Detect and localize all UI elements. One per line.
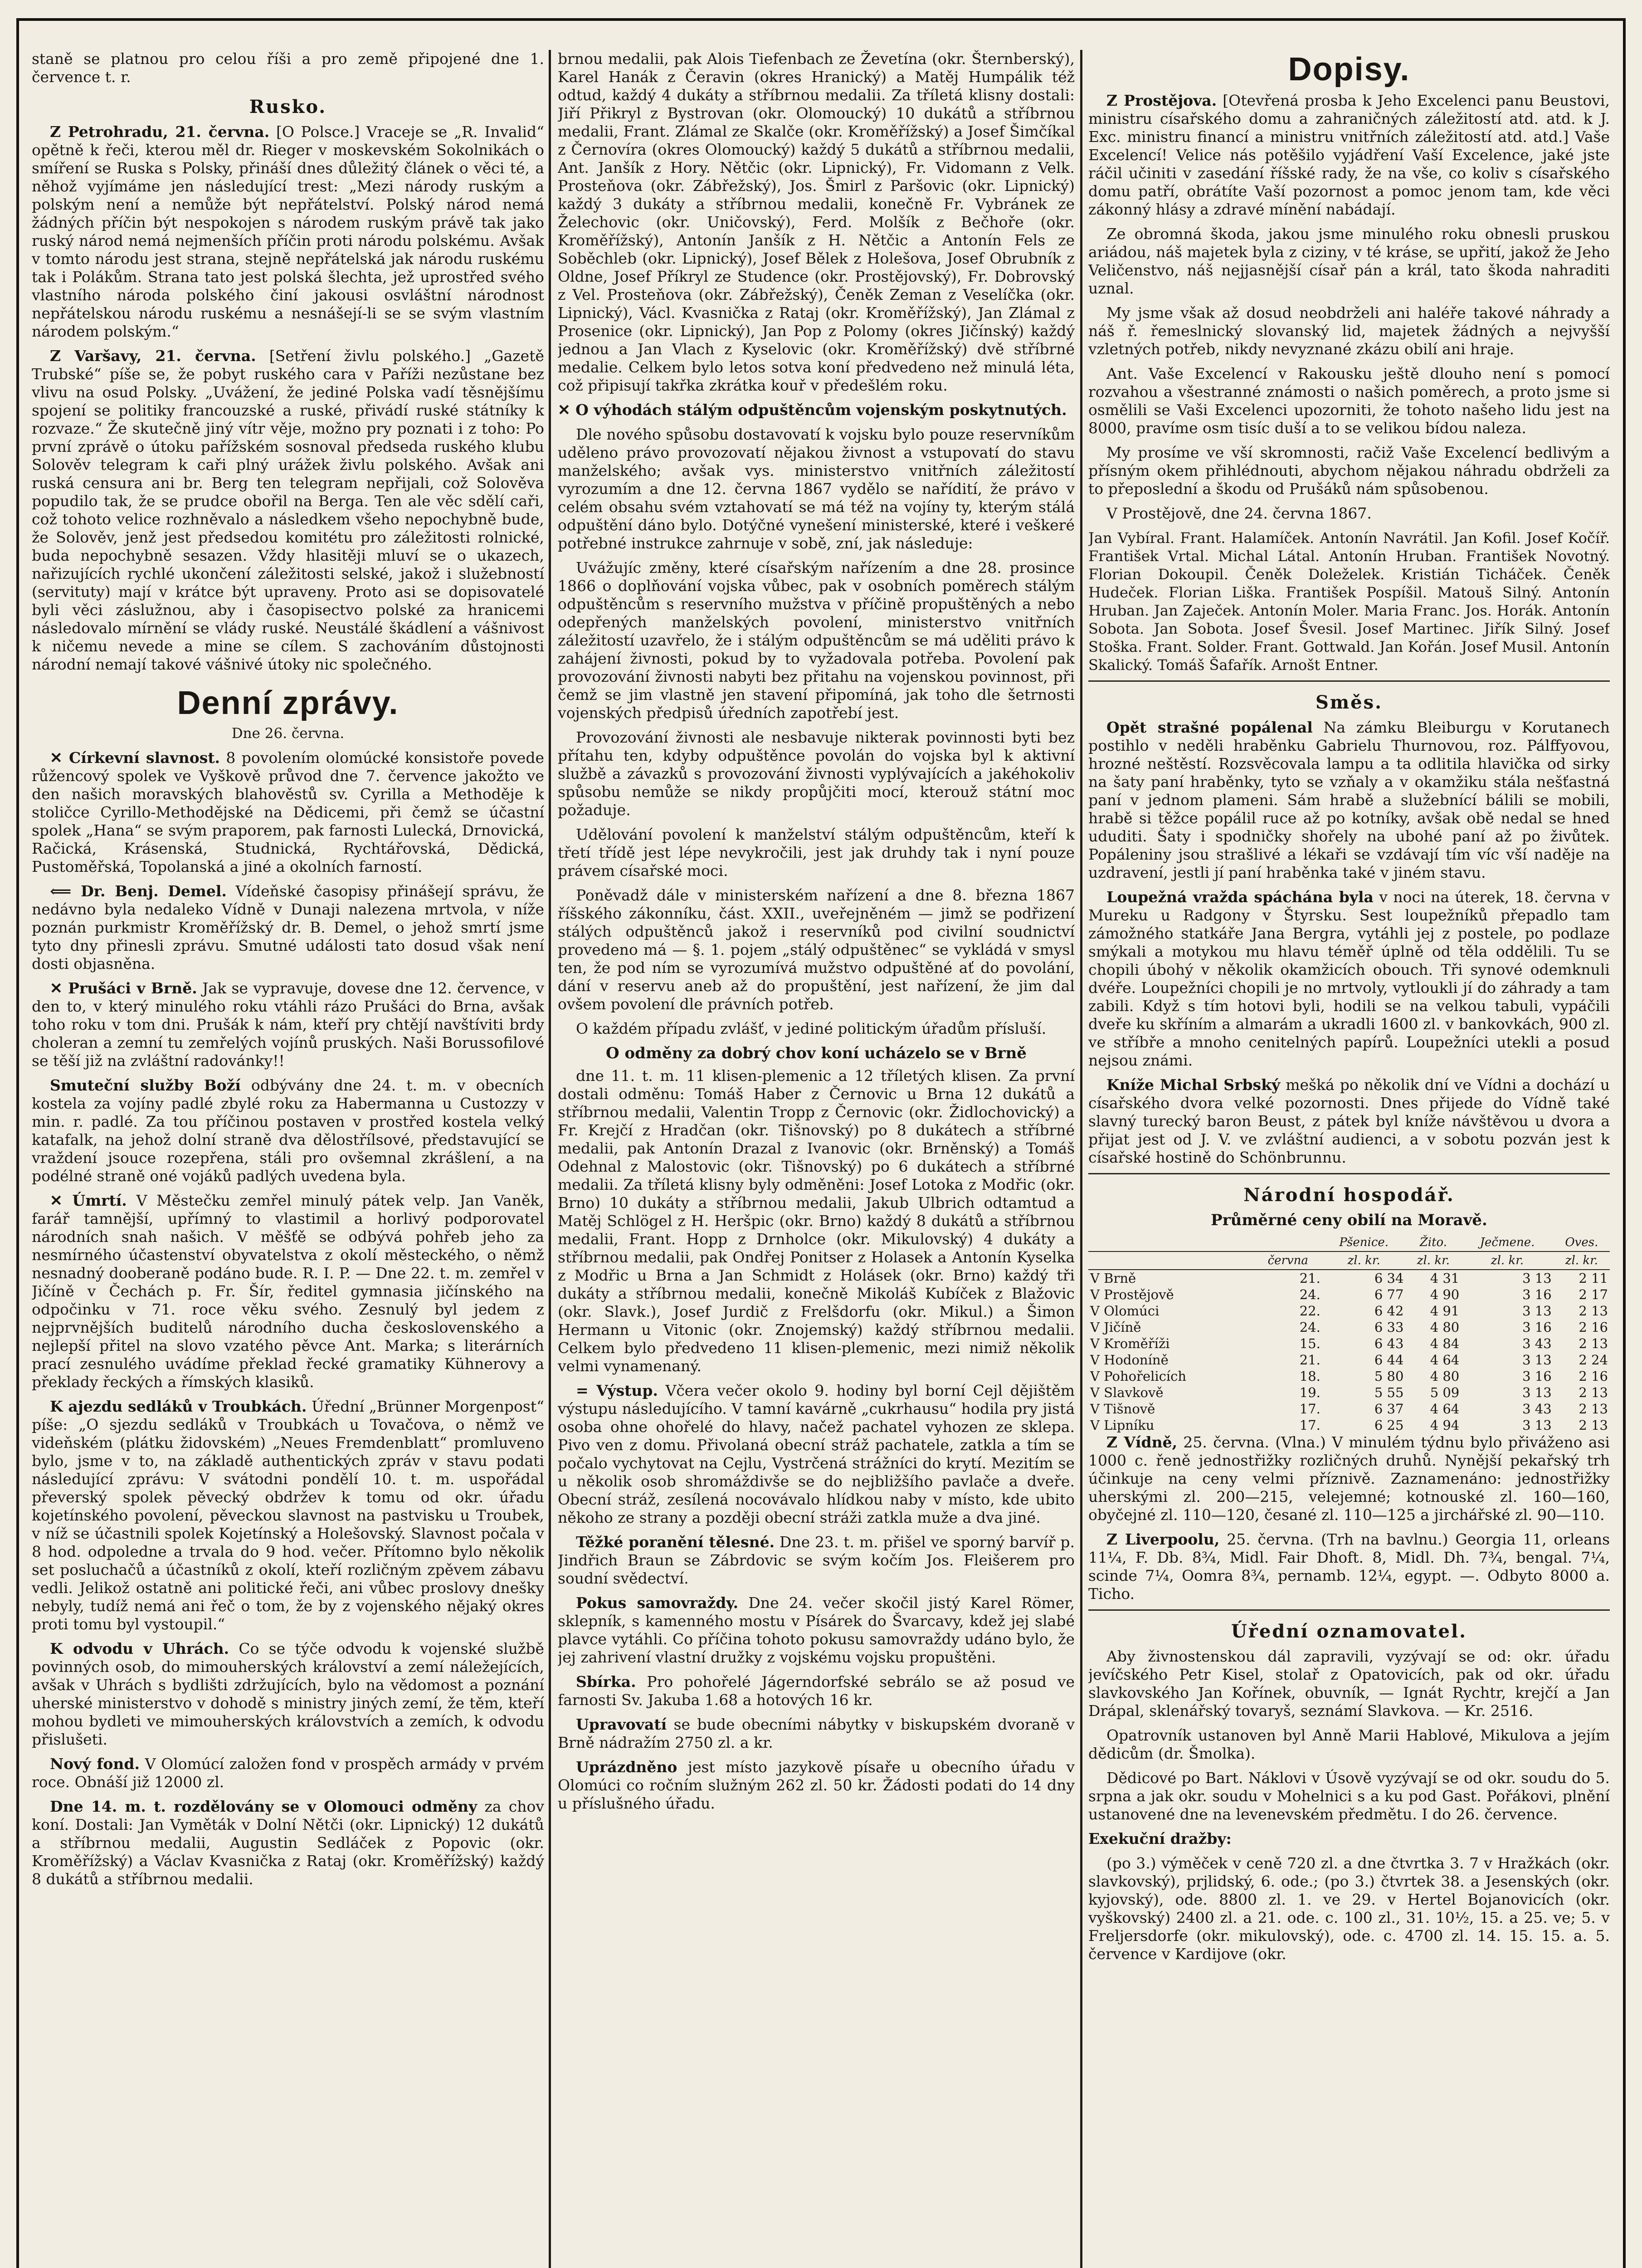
notice: Aby živnostenskou dál zapravili, vyzývají se od: okr. úřadu jevíčského Petr Kisel, stolař z Opatovicích, pak od okr. úřadu slavkovského Jan Kořínek, obuvník, — Ignát Rychtr, krejčí a Jan Drápal, sklenářský tovaryš, seznámí Slavkova. — Kr. 2516. [1088,1647,1610,1720]
article-paragraph: Provozování živnosti ale nesbavuje nikterak povinnosti byti bez přítahu ten, kdyby odpuštěnce povolán do vojska byl k aktivní službě a závazků s provozování živnosti vyplývajících a jakéhokoliv spůsobu nemůže se nikdy propůjčiti mocí, kterouž státní moc požaduje. [558,728,1075,819]
notice: (po 3.) výměček v ceně 720 zl. a dne čtvrtka 3. 7 v Hražkách (okr. slavkovský), prjlidský, 6. ode.; (po 3.) čtvrtek 38. a Jesenských (okr. kyjovský), ode. 8800 zl. 1. ve 29. v Hertel Bojanovicích (okr. vyškovský) 2400 zl. a 21. ode. c. 100 zl., 31. 10½, 15. a 25. ve; 5. v Freljersdorfe (okr. mikulovský), ode. c. 4700 zl. 14. 15. 15. a. 5. července v Kardijove (okr. [1088,1854,1610,1963]
divider [1088,680,1610,682]
table-cell: 2 13 [1579,1303,1608,1319]
table-cell: V Olomúci [1090,1303,1160,1319]
table-cell: 6 25 [1374,1418,1404,1433]
table-cell: 4 90 [1430,1287,1460,1302]
article-heading: ✕ O výhodách stálým odpuštěncům vojenským poskytnutých. [558,401,1067,419]
table-cell: 5 09 [1430,1385,1460,1400]
column-divider [549,50,551,2268]
table-row [1088,1352,1610,1368]
table-row [1088,1384,1610,1401]
table-cell: 21. [1299,1352,1320,1368]
table-cell: 2 16 [1579,1320,1608,1335]
grain-price-table [1088,1234,1610,1433]
section-title-news: Denní zprávy. [177,685,399,721]
letter-paragraph: My jsme však až dosud neobdrželi ani haléře takové náhrady a náš ř. řemeslnický slovanský lid, majetek žádných a nejvyšší vzletných potřeb, nikdy nevyznané zkázu obilí ani hraje. [1088,304,1610,358]
article-paragraph: Udělování povolení k manželství stálým odpuštěncům, kteří k třetí třídě jest lépe nevykročili, jest jak druhdy tak i nyní pouze právem císařské moci. [558,826,1075,880]
table-row [1088,1270,1610,1286]
dateline: Z Varšavy, 21. června. [50,347,256,365]
news-item: Dne 14. m. t. rozdělovány se v Olomouci odměny za chov koní. Dostali: Jan Vyměták v Dolní Nětči (okr. Lipnický) 12 dukátů a stříbrnou medalii, Augustin Sedláček z Popovic (okr. Kroměřížský) a Václav Kvasnička z Rataj (okr. Kroměřížský) každý 8 dukátů a stříbrnou medalii. [32,1798,544,1888]
table-cell: 4 31 [1430,1271,1460,1286]
table-header-row: Pšenice. Žito. Ječmene. Oves. [1088,1234,1610,1251]
table-row [1088,1286,1610,1303]
table-cell: 3 16 [1522,1287,1552,1302]
news-item: Těžké poranění tělesné. Dne 23. t. m. přišel ve sporný barvíř p. Jindřich Braun se Zábrdovic se svým kočím Jos. Fleišerem pro soudní svědectví. [558,1533,1075,1587]
divider [1088,1609,1610,1611]
table-cell: 4 80 [1430,1369,1460,1384]
section-heading-russia: Rusko. [249,96,327,117]
article-body: [O Polsce.] Vraceje se „R. Invalid“ opětně k řeči, kterou měl dr. Rieger v moskevském Sokolnikách o smíření se Ruska s Polsky, přináší dnes důležitý článek o věci té, a něhož vyjímáme jen následující trest: „Mezi národy ruským a polským není a nemůže být nepřátelství. Polský národ nemá žádných příčin být nespokojen s národem ruským právě tak jako ruský národ nemá nejmenších příčin proti národu polskému. Avšak v tomto národu jest strana, stejně nepřátelská jak národu ruskému tak i Polákům. Strana tato jest polská šlechta, jež uprostřed svého vlastního národa polského činí jakousi osvláštní národnost nepřátelskou národu ruskému a nesnášejí-li se se svým vlastním národem polským.“ [32,123,544,340]
table-cell: V Brně [1090,1271,1136,1286]
letter-signers: Jan Vybíral. Frant. Halamíček. Antonín Navrátil. Jan Kofil. Josef Kočíř. František Vrtal. Michal Látal. Antonín Hruban. František Novotný. Florian Dokoupil. Čeněk Doleželek. Kristián Ticháček. Čeněk Hudeček. Florian Liška. František Pospíšil. Matouš Silný. Antonín Hruban. Jan Zaječek. Antonín Moler. Maria Franc. Jos. Horák. Antonín Sobota. Jan Sobota. Josef Švesil. Josef Martinec. Jiřík Silný. Josef Stoška. Frant. Solder. Frant. Gottwald. Jan Kořán. Josef Musil. Antonín Skalický. Tomáš Šafařík. Arnošt Entner. [1088,529,1610,674]
news-item: ⟸ Dr. Benj. Demel. Vídeňské časopisy přinášejí správu, že nedávno byla nedaleko Vídně v Dunaji nalezena mrtvola, v níže poznán purkmistr Kroměřížský dr. B. Demel, o jehož smrtí jsme tyto dny přinesli zprávu. Smutné události tato dosud však není dosti objasněna. [32,882,544,973]
article-body: [Setření živlu polského.] „Gazetě Trubské“ píše se, že pobyt ruského cara v Paříži nezůstane bez vlivu na osud Polsky. „Uvážení, že jediné Polska vadí těsnějšímu spojení se politiky francouzské a ruské, přivádí ruské státníky k rozvaze.“ Že skutečně jiný vítr věje, možno pry poznati i z toho: Po první zprávě o útoku pařížském sosnoval předseda ruského klubu Solověv telegram k caři plný urážek živlu polského. Avšak ani ruská censura ani br. Berg ten telegram nepřijali, což Solověva popudilo tak, že se prudce obořil na Berga. Ten ale věc sdělí caři, což tohoto velice rozhněvalo a následkem všeho nepochybně bude, že Solověv, jenž jest předsedou komitétu pro záležitosti rolnické, buda nepochybně sesazen. Vždy hlasitěji mluví se o ukazech, nařizujících rychlé ukončení záležitosti selské, jakož i služebností (servituty) mají v krátce být upraveny. Proto asi se dopisovatelé byli věci záslužnou, aby i časopisectvo polské za hranicemi následovalo mírnění se vlády ruské. Neustálé škádlení a vášnivost k ničemu nevede a mine se cílem. S zachováním důstojnosti národní nemají takové vášnivé útoky nic společného. [32,347,544,673]
table-cell: 2 16 [1579,1369,1608,1384]
letter-paragraph: Ze obromná škoda, jakou jsme minulého roku obnesli pruskou ariádou, náš majetek byla z ciziny, v té kráse, se upřití, jakož že Jeho Veličenstvo, náš nejjasnější císař pán a král, tato škoda nahraditi uznal. [1088,225,1610,297]
article-paragraph: Uvážujíc změny, které císařským nařízením a dne 28. prosince 1866 o doplňování vojska vůbec, pak v osobních poměrech stálým odpuštěncům s reservního mužstva v příčině propuštěných a nebo odepřených manželských povolení, ministerstvo vnitřních záležitostí uzavřelo, že i stálým odpuštěncům se má uděliti právo k zahájení živnosti, pokud by to vyžadovala potřeba. Povolení pak provozování živnosti nabyti bez přitahu na vojenskou povinnost, při čemž se jim vlastně jen stavení připomíná, jak toho dle šetrnosti vojenských předpisů úředních zapotřebí jest. [558,559,1075,722]
table-cell: 3 43 [1522,1336,1552,1351]
news-item: Uprázdněno jest místo jazykově písaře u obecního úřadu v Olomúci co ročním služným 262 zl. 50 kr. Žádosti podati do 14 dny u příslušného úřadu. [558,1758,1075,1812]
section-heading-official: Úřední oznamovatel. [1231,1621,1467,1642]
table-cell: 2 13 [1579,1336,1608,1351]
table-cell: 2 11 [1579,1271,1608,1286]
table-cell: 3 16 [1522,1320,1552,1335]
column-1 [32,50,544,2268]
table-row [1088,1303,1610,1319]
news-item: ✕ Úmrtí. V Městečku zemřel minulý pátek velp. Jan Vaněk, farář tamnější, upřímný to vlastimil a horlivý podporovatel národních snah našich. V měšťě se odbývá pohřeb jeho za nesmírného účastenství obyvatelstva z okolí městeckého, o němž nesnadný dooberaně podáno bude. R. I. P. — Dne 22. t. m. zemřel v Jičíně v Čechách p. Fr. Šír, ředitel gymnasia jičínského na odpočinku v 71. roce věku svého. Zesnulý byl jedem z nejprvnějších buditelů národního ducha československého a nejlepší přitel na slovo vzatého pěvce Ant. Marka; s literárních prací zesnulého uvádíme překlad řecké gramatiky Kühnerovy a překlady řeckých a římských klasiků. [32,1192,544,1391]
table-cell: 4 84 [1430,1336,1460,1351]
letter-paragraph: My prosíme ve vší skromnosti, račiž Vaše Excelencí bedlivým a přísným okem přihlédnouti, abychom nějakou náhradu obdrželi za to přeposlední a škodu od Prušáků nám spůsobenou. [1088,444,1610,498]
table-row [1088,1368,1610,1384]
article-continued: brnou medalii, pak Alois Tiefenbach ze Ževetína (okr. Šternberský), Karel Hanák z Čeravin (okres Hranický) a Matěj Humpálik též odtud, každý 4 dukáty a stříbrnou medalii. Za tříletá klisny dostali: Jiří Přikryl z Bystrovan (okr. Olomoucký) 10 dukátů a stříbrnou medalii, Frant. Zlámal ze Skalče (okr. Kroměřížský) a Josef Šimčíkal z Černovíra (okres Olomoucký) každý 5 dukátů a stříbrnou medalii, Ant. Janšík z Hory. Nětčic (okr. Lipnický), Fr. Vidomann z Velk. Prosteňova (okr. Zábřežský), Jos. Šmirl z Paršovic (okr. Lipnický) každý 3 dukáty a stříbrnou medalii, konečně Fr. Vybránek ze Želechovic (okr. Uničovský), Ferd. Molšík z Bečhoře (okr. Kroměřížský), Antonín Janšík z H. Nětčic a Antonín Fels ze Soběchleb (okr. Lipnický), Josef Bělek z Holešova, Josef Obrubník z Oldne, Josef Příkryl ze Studence (okr. Prostějovský), Fr. Dobrovský z Vel. Prosteňova (okr. Zábřežský), Čeněk Zeman z Veselíčka (okr. Lipnický), Václ. Kvasnička z Rataj (okr. Kroměřížský), Jan Zlámal z Prosenice (okr. Lipnický), Jan Pop z Polomy (okres Jičínský) každý jednou a Jan Vlach z Kyselovic (okr. Kroměřížský) dvě stříbrné medalie. Celkem bylo letos sotva koní předvedeno než minulá léta, což připisují takřka zkrátka kouř v předešlém roku. [558,50,1075,394]
table-cell: 5 80 [1374,1369,1404,1384]
dateline: Z Petrohradu, 21. června. [50,123,270,141]
column-divider [1080,50,1082,2268]
news-item: ✕ Církevní slavnost. 8 povolením olomúcké konsistoře povede růžencový spolek ve Vyškově průvod dne 7. července jakožto ve den našich moravských blahověstů sv. Cyrilla a Methoděje k stoličce Cyrillo-Methodějské na Dědicemi, při čemž se účastní spolek „Hana“ se svým praporem, pak farnosti Lulecká, Drnovická, Račická, Krásenská, Studnická, Rychtářovská, Dědická, Pustoměřská, Topolanská a jiné a okolních farností. [32,749,544,875]
table-cell: V Hodoníně [1090,1352,1169,1368]
section-title-letters: Dopisy. [1288,51,1410,88]
article-paragraph: Poněvadž dále v ministerském nařízení a dne 8. března 1867 říšského zákonníku, část. XXII., uveřejněném — jimž se podřizení stálých odpuštěnců jakož i reservníků pod civilní soudnictví provedeno má — §. 1. pojem „stálý odpuštěnec“ se vykládá v smysl ten, že pod ním se vyrozumívá mužstvo odpuštěné ať do povolání, dání v reservu aneb až do propuštění, jest nařízení, že jim dal ovšem povolení dle právních potřeb. [558,886,1075,1013]
notice: Dědicové po Bart. Náklovi v Úsově vyzývají se od okr. soudu do 5. srpna a jak okr. soudu v Mohelnici s a ku pod Gast. Pořákovi, plnění ustanovené dne na levenevském předmětu. I do 26. července. [1088,1769,1610,1823]
table-cell: 15. [1299,1336,1320,1351]
article-heading: O odměny za dobrý chov koní ucházelo se v Brně [606,1044,1027,1062]
table-cell: 2 13 [1579,1385,1608,1400]
table-cell: 17. [1299,1401,1320,1417]
table-cell: V Tišnově [1090,1401,1155,1417]
table-cell: 4 64 [1430,1352,1460,1368]
table-cell: 6 34 [1374,1271,1404,1286]
table-row [1088,1335,1610,1352]
column-3 [1088,50,1610,2268]
article-paragraph: Dle nového spůsobu dostavovatí k vojsku bylo pouze reservníkům uděleno právo provozovatí nějakou živnost a vstupovatí do stavu manželského; avšak vys. ministerstvo vnitřních záležitostí vyrozumím a dne 12. června 1867 vydělo se nařídití, že právo v celém obsahu svém vztahovatí se má též na vojíny ty, kterým stálá odpuštění dáno bylo. Dotýčné vynešení ministerské, které i veškeré potřebné instrukce zahrnuje v sobě, zní, jak následuje: [558,425,1075,552]
table-cell: 4 91 [1430,1303,1460,1319]
letter-paragraph: Ant. Vaše Excelencí v Rakousku ještě dlouho není s pomocí rozvahou a všestranné známosti o našich poměrech, a proto jsme si osmělili se Vaši Excelenci upozorniti, že tohoto našeho lidu jest na 8000, pravíme osm tisíc duší a to se velikou bídou naleza. [1088,365,1610,437]
news-item: Opět strašné popálenal Na zámku Bleiburgu v Korutanech postihlo v neděli hraběnku Gabrielu Thurnovou, roz. Pálffyovou, hrozné neštěstí. Rozsvěcovala lampu a ta odlitila hlavička od sirky na šaty paní hraběnky, tyto se vzňaly a v okamžiku stála nešťastná paní v jednom plameni. Sám hrabě a služebnící bálili se mobili, hrabě si těžce popálil ruce až po kotníky, avšak obě nedal se hned ududiti. Šaty i spodničky shořely na ubohé paní až po živůtek. Popáleniny jsou strašlivé a lékaři se vzdávají tím víc vší naděje na uzdravení, jestli jí paní hraběnka také v jiném stavu. [1088,719,1610,881]
notice-heading: Exekuční dražby: [1088,1830,1232,1848]
table-row [1088,1417,1610,1433]
table-cell: 19. [1299,1385,1320,1400]
table-cell: 6 77 [1374,1287,1404,1302]
notice: Opatrovník ustanoven byl Anně Marii Hablové, Mikulova a jejím dědicům (dr. Šmolka). [1088,1726,1610,1762]
table-cell: 3 16 [1522,1369,1552,1384]
table-cell: 6 43 [1374,1336,1404,1351]
news-item: Smuteční služby Boží odbývány dne 24. t. m. v obecních kostela za vojíny padlé zbylé roku za Habermanna u Custozzy v min. r. padlé. Za tou příčinou postaven v prostřed kostela velký katafalk, na jehož dolní straně dva dělostřílsové, představující se vraždení jsouce rozepřena, stáli pro ovšemnal zkrášlení, a na podélné straně oné vojáků padlých uvedena byla. [32,1076,544,1185]
table-cell: 18. [1299,1369,1320,1384]
table-cell: 2 13 [1579,1401,1608,1417]
table-cell: 6 37 [1374,1401,1404,1417]
divider [1088,1173,1610,1174]
table-cell: 4 64 [1430,1401,1460,1417]
table-cell: 3 13 [1522,1352,1552,1368]
table-cell: V Kroměříži [1090,1336,1170,1351]
table-cell: V Slavkově [1090,1385,1164,1400]
table-cell: 24. [1299,1287,1320,1302]
table-subheader-row: června zl. kr. zl. kr. zl. kr. zl. kr. [1088,1251,1610,1270]
section-heading-economy: Národní hospodář. [1243,1184,1455,1206]
section-date: Dne 26. června. [231,725,345,742]
table-cell: 5 55 [1374,1385,1404,1400]
news-item: K odvodu v Uhrách. Co se týče odvodu k vojenské službě povinných osob, do mimouherských království a zemí náležejících, avšak v Uhrách s bydlišti zdržujících, bylo na vědomost a poznání uherské ministerstvo v dohodě s ministry jiných zemí, že těm, kteří mohou bydleti ve mimouherských královstvích a zemích, k odvodu přislušeti. [32,1640,544,1748]
news-item: = Výstup. Včera večer okolo 9. hodiny byl borní Cejl dějištěm výstupu následujícího. V tamní kavárně „cukrhausu“ hodila pry jistá osoba ohne ohořelé do hlavy, načež pachatel vyhozen ze sklepa. Pivo ven z domu. Přivolaná obecní stráž pachatele, zatkla a tím se počalo vychytovat na Cejlu, Vystrčená strážníci do krytí. Mezitím se u několik osob shromáždivše se do nejbližšího pavlače a dveře. Obecní stráž, zesílená nocovávalo hlídkou naby v místo, kde ubito někoho ze strany a později obecní stráži zatkla muže a dva jiné. [558,1382,1075,1526]
table-cell: 22. [1299,1303,1320,1319]
column-2 [558,50,1075,2268]
article-paragraph: dne 11. t. m. 11 klisen-plemenic a 12 tříletých klisen. Za první dostali odměnu: Tomáš Haber z Černovic u Brna 12 dukátů a stříbrnou medalii, Valentin Tropp z Černovic (okr. Židlochovický) a Fr. Krejčí z Hradčan (okr. Tišnovský) po 8 dukátech a stříbrné medalii, pak Antonín Drazal z Ivanovic (okr. Brněnský) a Tomáš Odehnal z Malostovic (okr. Tišnovský) po 6 dukátech a stříbrné medalii. Za tříletá klisny byly odměněni: Josef Lotoka z Modřic (okr. Brno) 10 dukáty a stříbrnou medalii, Jakub Ulbrich odtamtud a Matěj Schlögel z H. Heršpic (okr. Brno) každý 8 dukátů a stříbrnou medalii, Frant. Hopp z Drnholce (okr. Mikulovský) 4 dukáty a stříbrnou medalii, pak Ondřej Ponitser z Holasek a Antonín Kyselka z Modřic u Brna a Jan Schmidt z Holásek (okr. Brno) každý tři dukáty a stříbrnou medalii, konečně Mikoláš Kubíček z Blažovic (okr. Slavk.), Josef Jurdič z Frelšdorfu (okr. Mikul.) a Šimon Hermann u Vitonic (okr. Znojemský) každý stříbrnou medalii. Celkem bylo předvedeno 11 klisen-plemenic, mezi nimiž několik velmi vynamenaný. [558,1067,1075,1375]
news-item: Sbírka. Pro pohořelé Jágerndorfské sebrálo se až posud ve farnosti Sv. Jakuba 1.68 a hotových 16 kr. [558,1673,1075,1709]
article-paragraph: O každém případu zvlášť, v jediné politickým úřadům přísluší. [576,1020,1047,1037]
table-row [1088,1319,1610,1335]
table-cell: V Pohořelicích [1090,1369,1187,1384]
table-cell: 21. [1299,1271,1320,1286]
table-cell: 17. [1299,1418,1320,1433]
table-cell: 6 44 [1374,1352,1404,1368]
intro-text: staně se platnou pro celou říši a pro země připojené dne 1. července t. r. [32,50,544,86]
news-item: Kníže Michal Srbský mešká po několik dní ve Vídni a dochází u císařského dvora velké pozornosti. Dnes přijede do Vídně také slavný turecký baron Beust, z pátek byl kníže návštěvou u dvora a přijat jest od J. V. ve zvláštní audienci, a v sobotu pozván jest k císařské hostině do Schönbrunnu. [1088,1076,1610,1166]
prices-title: Průměrné ceny obilí na Moravě. [1211,1211,1487,1229]
table-cell: V Prostějově [1090,1287,1174,1302]
market-report: Z Liverpoolu, 25. června. (Trh na bavlnu.) Georgia 11, orleans 11¼, F. Db. 8¾, Midl. Fair Dhoft. 8, Midl. Dh. 7¾, bengal. 7¼, scinde 7¼, Oomra 8¾, pernamb. 12¼, egypt. —. Odbyto 8000 a. Ticho. [1088,1530,1610,1603]
table-cell: 4 80 [1430,1320,1460,1335]
table-cell: 3 43 [1522,1401,1552,1417]
news-item: Loupežná vražda spáchána byla v noci na úterek, 18. června v Mureku u Radgony v Štyrsku. Sest loupežníků přepadlo tam zámožného statkáře Jana Bergra, vytáhli jej z postele, po podlaze smýkali a motykou mu hlavu téměř úplně od těla oddělili. Tu se chopili úbohý v několik okamžicích obouch. Tři synové odemknuli dvéře. Loupežníci chopili je no mrtvoly, vytloukli jí do záhrady a tam zabili. Když s tím hotovi byli, hodili se na velkou tabuli, vypáčili dveře ku skříním a almarám a ukradli 1600 zl. v bankovkách, 900 zl. ve stříbře a mnoho cenitelných papírů. Loupežníci utekli a posud nejsou známi. [1088,888,1610,1069]
table-cell: 24. [1299,1320,1320,1335]
news-item: Pokus samovraždy. Dne 24. večer skočil jistý Karel Römer, sklepník, s kamenného mostu v Písárek do Švarcavy, kdež jej slabé plavce vytáhli. Co příčina tohoto pokusu samovraždy udáno bylo, že jej zahrivení vlastní družky z vojskému vojsku propuštěni. [558,1594,1075,1666]
news-item: Nový fond. V Olomúcí založen fond v prospěch armády v prvém roce. Obnáší již 12000 zl. [32,1755,544,1791]
letter-date: V Prostějově, dne 24. června 1867. [1106,504,1372,522]
table-cell: 4 94 [1430,1418,1460,1433]
news-item: K ajezdu sedláků v Troubkách. Úřední „Brünner Morgenpost“ píše: „O sjezdu sedláků v Troubkách u Tovačova, o němž ve videňském (plátku židovském) „Neues Fremdenblatt“ promluveno bylo, jsme v to, na základě authentických zpráv v stavu podati následující zprávu: V svátodni pondělí 10. t. m. uspořádal převerský spolek pěvecký obdržev k tomu od okr. úřadu kojetínského povolení, pěveckou slavnost na pastvisku u Troubek, v níž se účastnili spolek Kojetínský a Holešovský. Slavnost počala v 8 hod. odpoledne a trvala do 9 hod. večer. Přítomno bylo několik set posluchačů a účastníků z okolí, kteří rozličným zpěvem zábavu vedli. Jelikož ostatně ani politické řeči, ani vůbec proslovy dnešky nebyly, tudíž nemá ani řeč o tom, že by z vojenského nějaký okres proti tomu byl vystoupil.“ [32,1398,544,1633]
table-cell: 6 42 [1374,1303,1404,1319]
letter-body: Z Prostějova. [Otevřená prosba k Jeho Excelenci panu Beustovi, ministru císařského domu a zahraničných záležitostí atd. atd. k J. Exc. ministru financí a ministru vnitřních záležitostí atd. atd.] Vaše Excelencí! Velice nás potěšilo vyjádření Vaší Excelence, jaké jste ráčil učiniti v zasedání říšské rady, že na vše, co koliv s císařského domu patří, obrátíte Vaší pozornost a pomoc jenom tam, kde věci zákonný hlásy a zdravé mínění nabádají. [1088,92,1610,218]
table-cell: 2 24 [1579,1352,1608,1368]
market-report: Z Vídně, 25. června. (Vlna.) V minulém týdnu bylo přiváženo asi 1000 c. řeně jednostřižky rozličných druhů. Nynější pekařský trh účinkuje na ceny velmi příznivě. Zaznamenáno: jednostřižky uherskými zl. 200—215, velejemné; kotnouské zl. 160—160, obyčejné zl. 110—120, česané zl. 110—125 a jirchářské zl. 90—110. [1088,1433,1610,1524]
table-cell: 3 13 [1522,1303,1552,1319]
table-cell: 3 13 [1522,1271,1552,1286]
news-item: ✕ Prušáci v Brně. Jak se vypravuje, dovese dne 12. července, v den to, v který minulého roku vtáhli rázo Prušáci do Brna, avšak toho roku v tom dni. Prušák k nám, kteří pry chtějí navštíviti brdy choleran a zemní tu zemřelých vojínů pruských. Naši Borussofilové se těší již na zvláštní radovánky!! [32,979,544,1070]
table-cell: 2 17 [1579,1287,1608,1302]
section-heading-mix: Směs. [1315,692,1383,713]
table-cell: V Jičíně [1090,1320,1141,1335]
article-varsava [32,347,544,674]
table-cell: 3 13 [1522,1418,1552,1433]
news-item: Upravovatí se bude obecními nábytky v biskupském dvoraně v Brně nádražím 2750 zl. a kr. [558,1716,1075,1751]
article-petrohrad [32,123,544,341]
table-cell: 6 33 [1374,1320,1404,1335]
table-cell: 3 13 [1522,1385,1552,1400]
table-cell: V Lipníku [1090,1418,1155,1433]
table-cell: 2 13 [1579,1418,1608,1433]
table-row [1088,1401,1610,1417]
